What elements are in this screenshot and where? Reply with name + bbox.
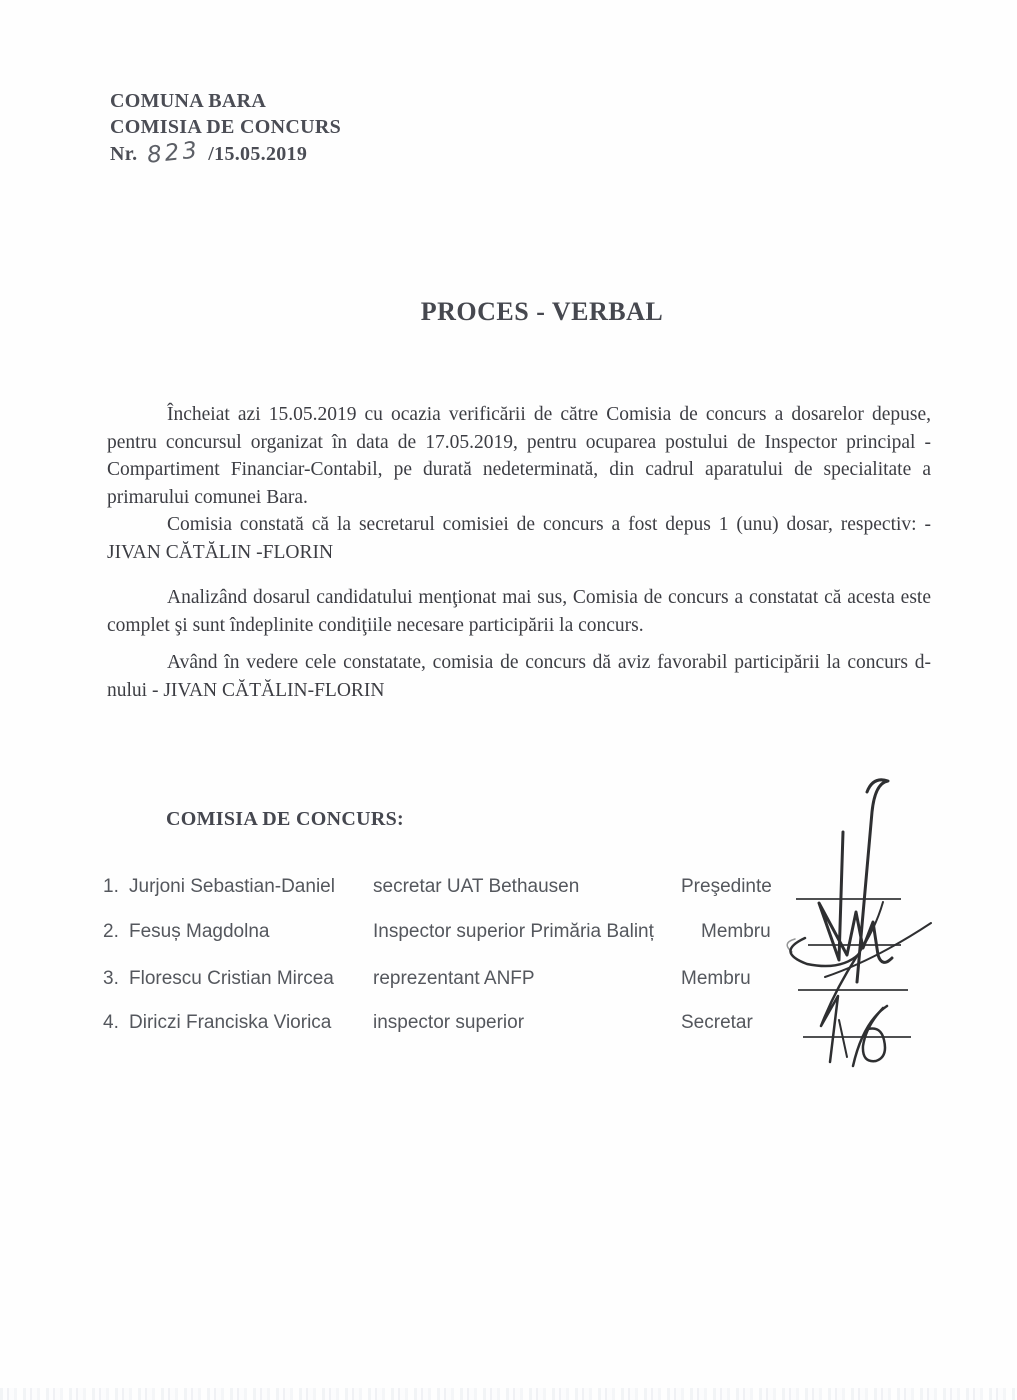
- committee-heading: COMISIA DE CONCURS:: [166, 808, 404, 830]
- paragraph-4: Având în vedere cele constatate, comisia de concurs dă aviz favorabil participării la concurs d-nului - JIVAN CĂTĂLIN-FLORIN: [107, 652, 931, 701]
- member-number: 2.: [103, 921, 119, 942]
- document-body: [107, 401, 931, 704]
- member-role: secretar UAT Bethausen: [373, 876, 580, 897]
- member-number: 3.: [103, 968, 119, 989]
- paragraph-2: Comisia constată că la secretarul comisiei de concurs a fost depus 1 (unu) dosar, respectiv: - JIVAN CĂTĂLIN -FLORIN: [107, 514, 931, 563]
- member-position: Membru: [681, 968, 751, 989]
- member-name: Fesuș Magdolna: [129, 921, 270, 942]
- committee-member-row: [103, 968, 843, 996]
- member-name: Jurjoni Sebastian-Daniel: [129, 876, 335, 897]
- committee-member-row: [103, 1012, 843, 1040]
- member-number: 1.: [103, 876, 119, 897]
- nr-label: Nr.: [110, 143, 138, 165]
- nr-date: /15.05.2019: [208, 143, 308, 165]
- member-role: Inspector superior Primăria Balinț: [373, 921, 654, 942]
- org-subname: COMISIA DE CONCURS: [110, 116, 341, 138]
- registration-number-line: [110, 137, 341, 169]
- paragraph-3: Analizând dosarul candidatului menţionat mai sus, Comisia de concurs a constatat că acesta este complet şi sunt îndeplinite condiţiile necesare participării la concurs.: [107, 587, 931, 636]
- member-number: 4.: [103, 1012, 119, 1033]
- member-position: Membru: [701, 921, 771, 942]
- committee-member-row: [103, 921, 843, 949]
- scanner-edge-noise: [0, 1388, 1017, 1400]
- member-position: Secretar: [681, 1012, 753, 1033]
- paragraph-1: Încheiat azi 15.05.2019 cu ocazia verificării de către Comisia de concurs a dosarelor depuse, pentru concursul organizat în data de 17.05.2019, pentru ocuparea postului de Inspector principal - Compartiment Financiar-Contabil, pe durată nedeterminată, din cadrul aparatului de specialitate a primarului comunei Bara.: [107, 404, 931, 508]
- handwritten-number: 823: [146, 137, 202, 169]
- member-role: inspector superior: [373, 1012, 525, 1033]
- member-name: Diriczi Franciska Viorica: [129, 1012, 332, 1033]
- member-name: Florescu Cristian Mircea: [129, 968, 334, 989]
- member-role: reprezentant ANFP: [373, 968, 535, 989]
- org-name: COMUNA BARA: [110, 90, 267, 112]
- page-title: PROCES - VERBAL: [420, 297, 664, 326]
- signature-scribble: [735, 770, 935, 1070]
- document-header: [110, 88, 341, 167]
- member-position: Preşedinte: [681, 876, 772, 897]
- committee-member-row: [103, 876, 843, 904]
